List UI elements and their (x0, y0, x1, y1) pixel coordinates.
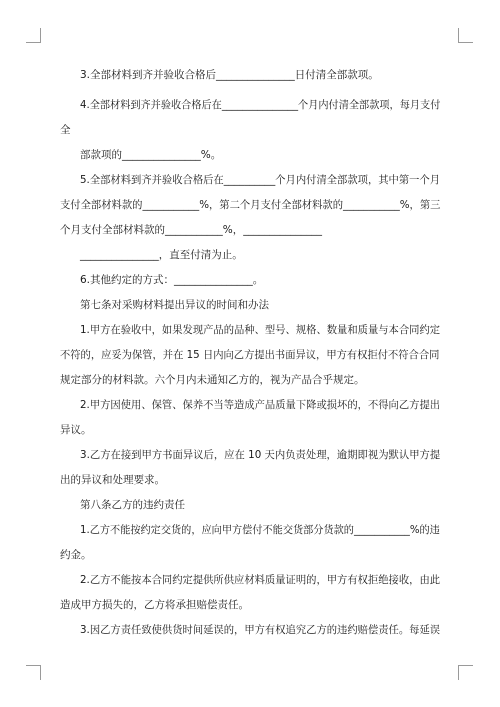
text-line-20: 约金。 (60, 549, 92, 561)
section-heading-7: 第七条对采购材料提出异议的时间和办法 (80, 299, 269, 311)
text-line-3: 全 (60, 124, 71, 136)
section-heading-8: 第八条乙方的违约责任 (80, 499, 185, 511)
corner-mark-top-right (458, 28, 473, 43)
text-line-14: 2.甲方因使用、保管、保养不当等造成产品质量下降或损坏的，不得向乙方提出 (80, 399, 441, 411)
text-line-9: 6.其他约定的方式：_______________。 (80, 274, 264, 286)
text-line-21: 2.乙方不能按本合同约定提供所供应材料质量证明的，甲方有权拒绝接收，由此 (80, 574, 441, 586)
text-line-6: 支付全部材料款的___________%，第二个月支付全部材料款的___________%，第三 (60, 199, 441, 211)
text-line-22: 造成甲方损失的，乙方将承担赔偿责任。 (60, 599, 249, 611)
text-line-1: 3.全部材料到齐并验收合格后_______________日付清全部款项。 (80, 69, 379, 81)
text-line-4: 部款项的_______________%。 (80, 149, 222, 161)
text-line-23: 3.因乙方责任致使供货时间延误的，甲方有权追究乙方的违约赔偿责任。每延误 (80, 624, 441, 636)
text-line-7: 个月支付全部材料款的___________%，_______________ (60, 224, 322, 236)
text-line-5: 5.全部材料到齐并验收合格后在__________个月内付清全部款项，其中第一个月 (80, 174, 441, 186)
corner-mark-bottom-right (458, 665, 473, 680)
text-line-11: 1.甲方在验收中，如果发现产品的品种、型号、规格、数量和质量与本合同约定 (80, 324, 441, 336)
text-line-13: 规定部分的材料款。六个月内未通知乙方的，视为产品合乎规定。 (60, 374, 365, 386)
text-line-17: 出的异议和处理要求。 (60, 474, 165, 486)
text-line-12: 不符的，应妥为保管，并在 15 日内向乙方提出书面异议，甲方有权拒付不符合合同 (60, 349, 440, 361)
text-line-8: _______________，直至付清为止。 (80, 249, 243, 261)
text-line-16: 3.乙方在接到甲方书面异议后，应在 10 天内负责处理，逾期即视为默认甲方提 (80, 449, 441, 461)
text-line-19: 1.乙方不能按约定交货的，应向甲方偿付不能交货部分货款的___________%的违 (80, 524, 440, 536)
text-line-15: 异议。 (60, 424, 92, 436)
text-line-2: 4.全部材料到齐并验收合格后在_______________个月内付清全部款项，每月支付 (80, 99, 441, 111)
corner-mark-bottom-left (26, 665, 41, 680)
corner-mark-top-left (26, 28, 41, 43)
